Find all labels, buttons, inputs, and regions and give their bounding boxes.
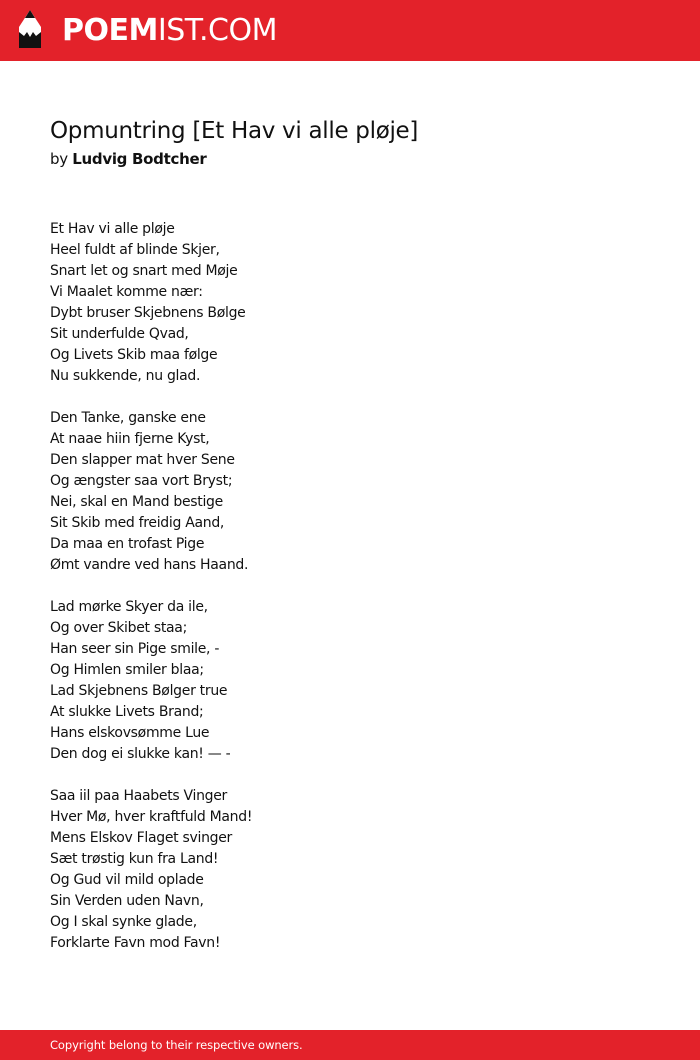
poem-line: Nu sukkende, nu glad.	[50, 368, 201, 384]
poem-line: Mens Elskov Flaget svinger	[50, 830, 233, 846]
pencil-tip-icon	[17, 10, 43, 51]
poem-line: Lad Skjebnens Bølger true	[50, 683, 228, 699]
poem-line: Et Hav vi alle pløje	[50, 221, 175, 237]
stanza	[50, 786, 650, 954]
site-logo[interactable]	[62, 11, 277, 51]
poem-line: Sit Skib med freidig Aand,	[50, 515, 225, 531]
poem-line: Sin Verden uden Navn,	[50, 893, 204, 909]
poem-line: Ømt vandre ved hans Haand.	[50, 557, 249, 573]
poem-line: Og Livets Skib maa følge	[50, 347, 218, 363]
poem-line: Vi Maalet komme nær:	[50, 284, 203, 300]
poem-line: Han seer sin Pige smile, -	[50, 641, 220, 657]
poem-line: Lad mørke Skyer da ile,	[50, 599, 208, 615]
poem-line: Da maa en trofast Pige	[50, 536, 205, 552]
stanza	[50, 219, 650, 387]
author-name: Ludvig Bodtcher	[72, 150, 207, 168]
byline	[50, 149, 206, 169]
stanza	[50, 597, 650, 765]
poem-line: Sæt trøstig kun fra Land!	[50, 851, 219, 867]
poem-line: Dybt bruser Skjebnens Bølge	[50, 305, 246, 321]
site-header	[0, 0, 700, 61]
poem-line: Den dog ei slukke kan! — -	[50, 746, 231, 762]
poem-line: Snart let og snart med Møje	[50, 263, 238, 279]
poem-line: Den Tanke, ganske ene	[50, 410, 206, 426]
poem-line: Den slapper mat hver Sene	[50, 452, 235, 468]
poem-line: Hver Mø, hver kraftfuld Mand!	[50, 809, 253, 825]
poem-title: Opmuntring [Et Hav vi alle pløje]	[50, 118, 419, 144]
poem-line: Nei, skal en Mand bestige	[50, 494, 223, 510]
poem-line: Og Himlen smiler blaa;	[50, 662, 204, 678]
poem-line: Forklarte Favn mod Favn!	[50, 935, 221, 951]
poem-line: Heel fuldt af blinde Skjer,	[50, 242, 220, 258]
poem-line: Hans elskovsømme Lue	[50, 725, 210, 741]
poem-line: Og I skal synke glade,	[50, 914, 197, 930]
poem-line: Og Gud vil mild oplade	[50, 872, 204, 888]
poem-body	[50, 219, 650, 975]
by-label: by	[50, 150, 68, 168]
brand-bold-text: POEM	[62, 13, 158, 48]
poem-line: Og ængster saa vort Bryst;	[50, 473, 233, 489]
poem-line: At naae hiin fjerne Kyst,	[50, 431, 210, 447]
brand-light-text: IST.COM	[157, 13, 277, 48]
poem-line: At slukke Livets Brand;	[50, 704, 204, 720]
poem-line: Saa iil paa Haabets Vinger	[50, 788, 228, 804]
poem-line: Sit underfulde Qvad,	[50, 326, 189, 342]
copyright-notice: Copyright belong to their respective owners.	[50, 1038, 303, 1052]
poem-line: Og over Skibet staa;	[50, 620, 188, 636]
stanza	[50, 408, 650, 576]
site-footer	[0, 1030, 700, 1060]
